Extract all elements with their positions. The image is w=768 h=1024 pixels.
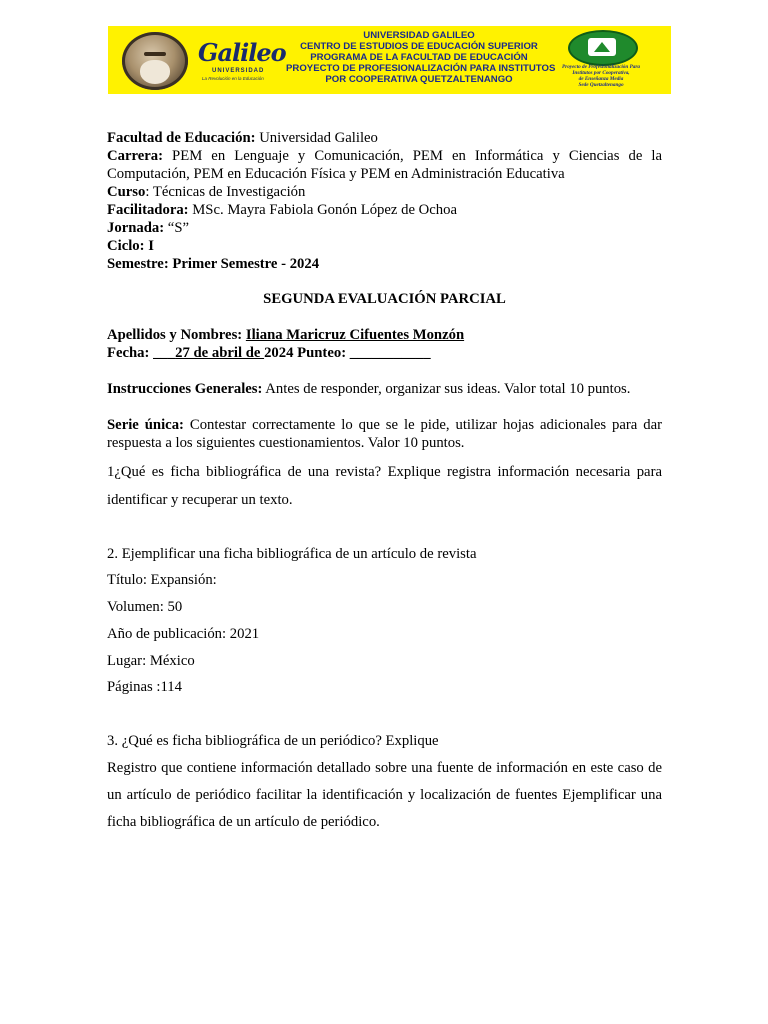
fecha-label: Fecha: ___ — [107, 345, 176, 361]
curso-line — [107, 183, 305, 201]
carrera-label: Carrera: — [107, 148, 163, 164]
student-label: Apellidos y Nombres: — [107, 327, 246, 343]
serie-line-1 — [107, 416, 662, 434]
facilitadora-label: Facilitadora: — [107, 202, 189, 218]
serie-text-1: Contestar correctamente lo que se le pide, utilizar hojas adicionales para dar — [183, 417, 662, 433]
portrait-beard — [140, 60, 170, 84]
banner-line: PROYECTO DE PROFESIONALIZACIÓN PARA INSTITUTOS — [286, 63, 556, 74]
semestre-line: Semestre: Primer Semestre - 2024 — [107, 256, 320, 272]
q2-titulo: Título: Expansión: — [107, 572, 217, 588]
curso-value: : Técnicas de Investigación — [145, 184, 306, 200]
q1-line-2: identificar y recuperar un texto. — [107, 492, 293, 508]
student-name: Iliana Maricruz Cifuentes Monzón — [245, 327, 465, 343]
curso-label: Curso — [107, 184, 146, 200]
q3-line-3: ficha bibliográfica de un artículo de periódico. — [107, 814, 380, 830]
banner-line: UNIVERSIDAD GALILEO — [363, 30, 475, 41]
galileo-portrait-image — [122, 32, 188, 90]
instructions-line — [107, 380, 630, 398]
carrera-value-1: PEM en Lenguaje y Comunicación, PEM en Informática y Ciencias de la — [163, 148, 662, 164]
facilitadora-value: MSc. Mayra Fabiola Gonón López de Ochoa — [188, 202, 457, 218]
fecha-value: 27 de abril de — [175, 345, 265, 361]
q3-heading: 3. ¿Qué es ficha bibliográfica de un periódico? Explique — [107, 733, 439, 749]
banner-line: POR COOPERATIVA QUETZALTENANGO — [325, 74, 513, 85]
logo-word: Galileo — [198, 38, 286, 67]
q1-line-1: 1¿Qué es ficha bibliográfica de una revista? Explique registra información necesaria para — [107, 464, 662, 480]
student-name-line — [107, 326, 464, 344]
q2-heading: 2. Ejemplificar una ficha bibliográfica de un artículo de revista — [107, 546, 477, 562]
q2-volumen: Volumen: 50 — [107, 599, 183, 615]
banner-line: CENTRO DE ESTUDIOS DE EDUCACIÓN SUPERIOR — [300, 41, 538, 52]
galileo-university-logo — [198, 34, 286, 86]
q2-paginas: Páginas :114 — [107, 679, 182, 695]
serie-label: Serie única: — [107, 417, 184, 433]
cooperative-caption — [548, 64, 654, 88]
jornada-value: “S” — [164, 220, 190, 236]
jornada-label: Jornada: — [107, 220, 165, 236]
facultad-value: Universidad Galileo — [255, 130, 378, 146]
caption-line: Sede Quetzaltenango — [578, 82, 624, 88]
logo-sub: UNIVERSIDAD — [212, 68, 265, 74]
header-banner — [108, 26, 671, 94]
carrera-line-2: Computación, PEM en Educación Física y PEM en Administración Educativa — [107, 166, 565, 182]
ciclo-line: Ciclo: I — [107, 238, 154, 254]
carrera-line-1 — [107, 147, 662, 165]
fecha-line — [107, 344, 431, 362]
q3-line-2: un artículo de periódico facilitar la identificación y localización de fuentes Ejemplificar una — [107, 787, 662, 803]
instructions-text: Antes de responder, organizar sus ideas. Valor total 10 puntos. — [262, 381, 631, 397]
q2-anio: Año de publicación: 2021 — [107, 626, 260, 642]
facultad-line — [107, 129, 378, 147]
q3-line-1: Registro que contiene información detallado sobre una fuente de información en este caso de — [107, 760, 662, 776]
banner-line: PROGRAMA DE LA FACULTAD DE EDUCACIÓN — [310, 52, 528, 63]
logo-tagline: La Revolución en la Educación — [202, 76, 264, 81]
q2-lugar: Lugar: México — [107, 653, 195, 669]
exam-title: SEGUNDA EVALUACIÓN PARCIAL — [263, 291, 506, 307]
cooperative-logo-emblem — [588, 38, 616, 56]
cooperative-logo — [568, 30, 638, 66]
caption-line: de Enseñanza Media — [578, 76, 624, 82]
facultad-label: Facultad de Educación: — [107, 130, 256, 146]
facilitadora-line — [107, 201, 457, 219]
serie-line-2: respuesta a los siguientes cuestionamientos. Valor 10 puntos. — [107, 435, 465, 451]
jornada-line — [107, 219, 189, 237]
caption-line: Institutos por Cooperativa, — [572, 70, 630, 76]
instructions-label: Instrucciones Generales: — [107, 381, 263, 397]
caption-line: Proyecto de Profesionalización Para — [562, 64, 640, 70]
banner-text — [286, 30, 556, 85]
fecha-year-punteo: 2024 Punteo: ___________ — [264, 345, 431, 361]
portrait-eyes — [144, 52, 166, 56]
